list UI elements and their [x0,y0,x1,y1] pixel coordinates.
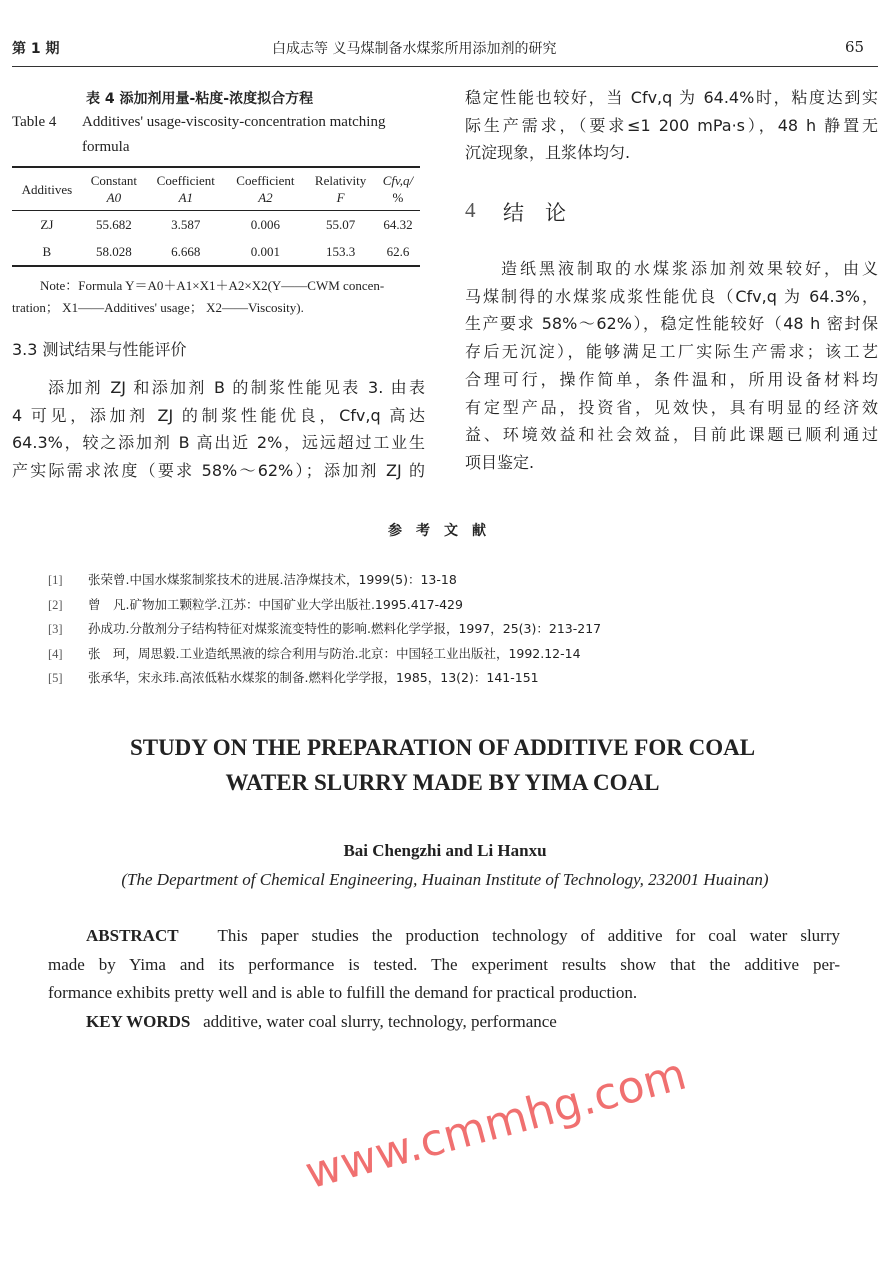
col-header [305,167,376,211]
reference-number: [2] [48,597,63,612]
cell: 0.001 [226,238,306,266]
text-line: 际生产需求，（要求≤1 200 mPa·s），48 h 静置无 [465,115,878,135]
table-caption-en: Additives' usage-viscosity-concentration matching [82,114,386,130]
keywords-label: KEY WORDS [86,1011,191,1031]
text-line: 存后无沉淀），能够满足工厂实际生产需求；该工艺 [465,342,878,362]
cell: ZJ [40,217,54,232]
reference-text: 张 珂，周思毅.工业造纸黑液的综合利用与防治.北京：中国轻工业出版社，1992.12-14 [88,645,581,661]
reference-number: [3] [48,622,63,636]
header-text: Relativity [314,173,367,188]
col-header [146,167,226,211]
text-line: This paper studies the production technology of additive for coal water slurry [217,926,840,945]
header-text: Cfv,q/ [382,173,414,188]
abstract-paragraph [48,922,840,1036]
watermark: www.cmmhg.com [300,1048,692,1200]
section-4-number: 4 [465,198,476,222]
text-line: 稳定性能也较好，当 Cfv,q 为 64.4%时，粘度达到实 [465,88,878,107]
running-title: 白成志等 义马煤制备水煤浆所用添加剂的研究 [272,41,557,57]
reference-text: 孙成功.分散剂分子结构特征对煤浆流变特性的影响.燃料化学学报，1997，25(3)：213-217 [88,621,602,636]
text-line: 添加剂 ZJ 和添加剂 B 的制浆性能见表 3. 由表 [48,378,425,397]
cell: 6.668 [146,238,226,266]
col-header [376,167,420,211]
text-line: 马煤制得的水煤浆成浆性能优良（Cfv,q 为 64.3%， [465,286,878,306]
header-symbol: A2 [258,190,273,205]
table-note-2: tration； X1——Additives' usage； X2——Viscosity). [12,300,304,315]
cell: 3.587 [171,217,201,232]
cell: 55.682 [96,217,132,232]
table-4 [12,166,420,267]
table-row [12,238,420,266]
keywords: additive, water coal slurry, technology, performance [203,1011,557,1031]
cell: 55.07 [325,217,356,232]
page-number: 65 [845,38,865,56]
reference-item [48,568,601,593]
header-symbol: % [392,190,404,205]
english-title-line-2: WATER SLURRY MADE BY YIMA COAL [225,770,660,795]
text-line: 沉淀现象，且浆体均匀. [465,143,631,163]
continued-paragraph [465,84,878,167]
header-text: Constant [90,173,137,188]
section-4-title: 结 论 [503,201,566,225]
header-symbol: A1 [178,190,194,205]
reference-text: 张荣曾.中国水煤浆制浆技术的进展.洁净煤技术，1999(5)：13-18 [88,572,457,587]
reference-item [48,617,601,642]
text-line: 生产要求 58%～62%），稳定性能较好（48 h 密封保 [465,314,878,334]
text-line: made by Yima and its performance is tested. The experiment results show that the additive per- [48,954,840,974]
col-header [82,167,146,211]
authors: Bai Chengzhi and Li Hanxu [343,841,547,860]
header-text: Coefficient [236,173,295,188]
conclusion-paragraph [465,255,878,477]
text-line: 合理可行，操作简单，条件温和，所用设备材料均 [465,369,878,389]
journal-issue: 第 1 期 [12,41,60,57]
references-heading: 参 考 文 献 [388,523,486,539]
text-line: 4 可见，添加剂 ZJ 的制浆性能优良，Cfv,q 高达 [12,405,425,425]
text-line: formance exhibits pretty well and is able to fulfill the demand for practical production. [48,983,638,1002]
section-heading-3-3: 3.3 测试结果与性能评价 [12,340,187,359]
reference-item [48,593,601,618]
reference-item [48,666,601,691]
cell: B [12,238,82,266]
header-symbol: F [336,190,345,205]
text-line: 益、环境效益和社会效益，目前此课题已顺利通过 [465,425,878,445]
text-line: 有定型产品，投资省，见效快，具有明显的经济效 [465,397,878,417]
cell: 62.6 [376,238,420,266]
header-rule [12,66,878,67]
affiliation: (The Department of Chemical Engineering, Huainan Institute of Technology, 232001 Huainan) [121,870,769,889]
reference-list [48,568,601,691]
table-header-row [12,167,420,211]
reference-number: [1] [48,573,63,587]
table-row [12,211,420,239]
reference-item [48,642,601,667]
col-header [12,167,82,211]
section-3-3-paragraph [12,374,425,485]
table-note: Note：Formula Y＝A0＋A1×X1＋A2×X2(Y——CWM concen- [40,278,385,293]
reference-text: 张承华，宋永玮.高浓低粘水煤浆的制备.燃料化学学报，1985，13(2)：141-151 [88,670,539,685]
text-line: 项目鉴定. [465,452,535,472]
cell: 64.32 [383,217,413,232]
table-caption-cn: 表 4 添加剂用量-粘度-浓度拟合方程 [86,91,314,107]
header-symbol: A0 [106,190,122,205]
text-line: 产实际需求浓度（要求 58%～62%）；添加剂 ZJ 的 [12,461,425,481]
cell: 58.028 [82,238,146,266]
cell: 153.3 [305,238,376,266]
header-text: Additives [21,181,73,197]
text-line: 64.3%，较之添加剂 B 高出近 2%，远远超过工业生 [12,433,425,453]
reference-number: [5] [48,671,63,685]
text-line: 造纸黑液制取的水煤浆添加剂效果较好，由义 [501,259,878,278]
abstract-label: ABSTRACT [86,926,179,945]
english-title-line-1: STUDY ON THE PREPARATION OF ADDITIVE FOR COAL [129,735,756,760]
table-caption-label: Table 4 [12,114,57,130]
reference-text: 曾 凡.矿物加工颗粒学.江苏：中国矿业大学出版社.1995.417-429 [88,596,463,612]
col-header [226,167,306,211]
cell: 0.006 [250,217,281,232]
header-text: Coefficient [156,173,215,188]
reference-number: [4] [48,646,63,661]
table-caption-en-2: formula [82,139,130,155]
